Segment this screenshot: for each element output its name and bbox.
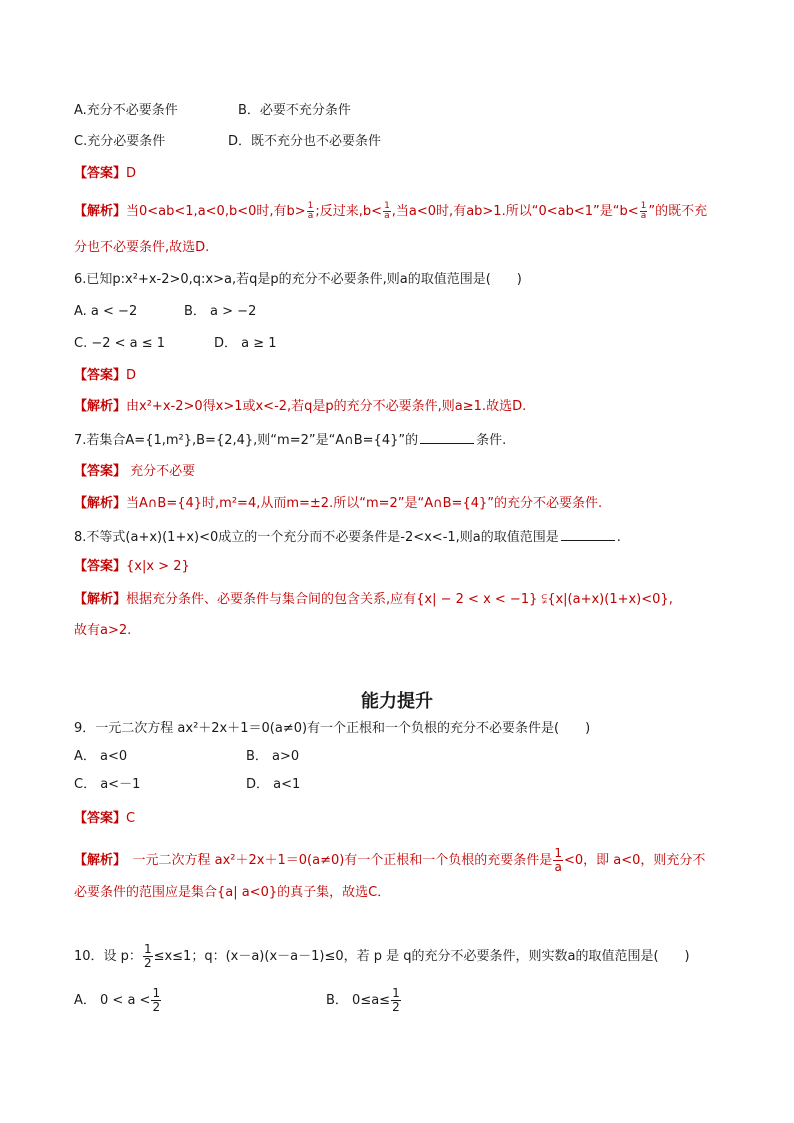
q5-option-d: D．既不充分也不必要条件 [228, 134, 382, 149]
q5-analysis-line1 [74, 202, 707, 222]
q5-answer [74, 164, 136, 184]
q9-analysis-line2: 必要条件的范围应是集合{a| a<0}的真子集，故选C． [74, 885, 391, 900]
section-title: 能力提升 [361, 691, 433, 712]
q9-option-b: B． a>0 [246, 749, 300, 764]
q6-answer [74, 366, 136, 386]
fraction [391, 987, 401, 1014]
q8-analysis-line1 [74, 590, 673, 610]
analysis-text: ;反过来,b< [315, 204, 383, 219]
analysis-text: 根据充分条件、必要条件与集合间的包含关系,应有{x| − 2 < x < −1} ⫋{x|(a+x)(1+x)<0}, [126, 592, 673, 607]
fraction-numerator: 1 [384, 201, 390, 211]
q6-option-c: C. −2 < a ≤ 1 [74, 336, 166, 351]
q10-option-b [326, 987, 402, 1014]
q6-option-a: A. a < −2 [74, 304, 138, 319]
q6-option-b: B． a > −2 [184, 304, 257, 319]
fraction-denominator: 2 [392, 1000, 400, 1014]
analysis-text: 一元二次方程 ax²＋2x＋1＝0(a≠0)有一个正根和一个负根的充要条件是 [119, 853, 553, 868]
q10-option-a [74, 987, 162, 1014]
analysis-tag: 【解析】 [74, 204, 127, 219]
option-text: A． 0 < a < [74, 993, 151, 1008]
answer-tag: 【答案】 [74, 811, 127, 826]
analysis-text: 当0<ab<1,a<0,b<0时,有b> [126, 204, 306, 219]
stem-text: 8.不等式(a+x)(1+x)<0成立的一个充分而不必要条件是-2<x<-1,则a的取值范围是 [74, 530, 559, 545]
fraction-denominator: 2 [143, 956, 152, 970]
analysis-tag: 【解析】 [74, 496, 127, 511]
fraction [640, 202, 648, 221]
fraction-numerator: 1 [152, 986, 161, 1000]
q9-stem: 9．一元二次方程 ax²＋2x＋1＝0(a≠0)有一个正根和一个负根的充分不必要条件是( ) [74, 721, 591, 736]
fraction-numerator: 1 [554, 846, 562, 860]
answer-tag: 【答案】 [74, 464, 127, 479]
q9-answer [74, 809, 135, 829]
q8-answer [74, 557, 190, 577]
analysis-text: ,当a<0时,有ab>1.所以“0<ab<1”是“b< [391, 204, 639, 219]
q5-option-a: A.充分不必要条件 [74, 103, 178, 118]
fraction-numerator: 1 [392, 986, 400, 1000]
q9-option-c: C． a<－1 [74, 777, 141, 792]
analysis-tag: 【解析】 [74, 592, 127, 607]
stem-text: 10．设 p： [74, 949, 142, 964]
answer-tag: 【答案】 [74, 559, 127, 574]
fraction-denominator: 2 [152, 1000, 161, 1014]
answer-value: D [126, 166, 137, 181]
analysis-tag: 【解析】 [74, 399, 127, 414]
q5-option-b: B．必要不充分条件 [238, 103, 351, 118]
fraction-numerator: 1 [307, 201, 314, 211]
q7-answer [74, 462, 195, 482]
option-text: B． 0≤a≤ [326, 993, 391, 1008]
q6-analysis [74, 397, 526, 417]
fraction [383, 202, 391, 221]
q10-stem [74, 943, 690, 970]
q7-analysis [74, 494, 602, 514]
answer-value: C [126, 811, 136, 826]
analysis-text: 当A∩B={4}时,m²=4,从而m=±2.所以“m=2”是“A∩B={4}”的充分不必要条件. [126, 496, 603, 511]
fraction [553, 847, 563, 874]
stem-text: 7.若集合A={1,m²},B={2,4},则“m=2”是“A∩B={4}”的 [74, 433, 419, 448]
fraction-numerator: 1 [640, 201, 647, 211]
answer-value: {x|x > 2} [126, 559, 190, 574]
analysis-text: ”的既不充 [648, 204, 708, 219]
q6-option-d: D． a ≥ 1 [214, 336, 277, 351]
stem-text: . [616, 530, 621, 545]
fraction [151, 987, 161, 1014]
answer-tag: 【答案】 [74, 166, 127, 181]
q8-analysis-line2: 故有a>2. [74, 623, 132, 638]
fraction-denominator: a [554, 860, 562, 874]
q5-option-c: C.充分必要条件 [74, 134, 166, 149]
stem-text: 条件. [476, 433, 507, 448]
fill-blank [420, 429, 474, 444]
q9-analysis-line1 [74, 847, 705, 874]
q9-option-d: D． a<1 [246, 777, 301, 792]
answer-value: D [126, 368, 137, 383]
q8-stem [74, 526, 621, 548]
fraction-numerator: 1 [143, 942, 152, 956]
q5-analysis-line2: 分也不必要条件,故选D. [74, 240, 210, 255]
answer-value: 充分不必要 [126, 464, 196, 479]
fraction-denominator: a [307, 211, 314, 221]
fill-blank [561, 526, 615, 541]
fraction [143, 943, 153, 970]
q7-stem [74, 429, 506, 451]
fraction [307, 202, 315, 221]
q9-option-a: A． a<0 [74, 749, 128, 764]
stem-text: ≤x≤1；q：(x－a)(x－a－1)≤0，若 p 是 q的充分不必要条件，则实数a的取值范围是( ) [153, 949, 690, 964]
fraction-denominator: a [640, 211, 647, 221]
answer-tag: 【答案】 [74, 368, 127, 383]
analysis-tag: 【解析】 [74, 853, 120, 868]
fraction-denominator: a [384, 211, 390, 221]
analysis-text: 由x²+x-2>0得x>1或x<-2,若q是p的充分不必要条件,则a≥1.故选D. [126, 399, 527, 414]
analysis-text: <0，即 a<0，则充分不 [563, 853, 706, 868]
q6-stem: 6.已知p:x²+x-2>0,q:x>a,若q是p的充分不必要条件,则a的取值范围是( ) [74, 272, 522, 287]
